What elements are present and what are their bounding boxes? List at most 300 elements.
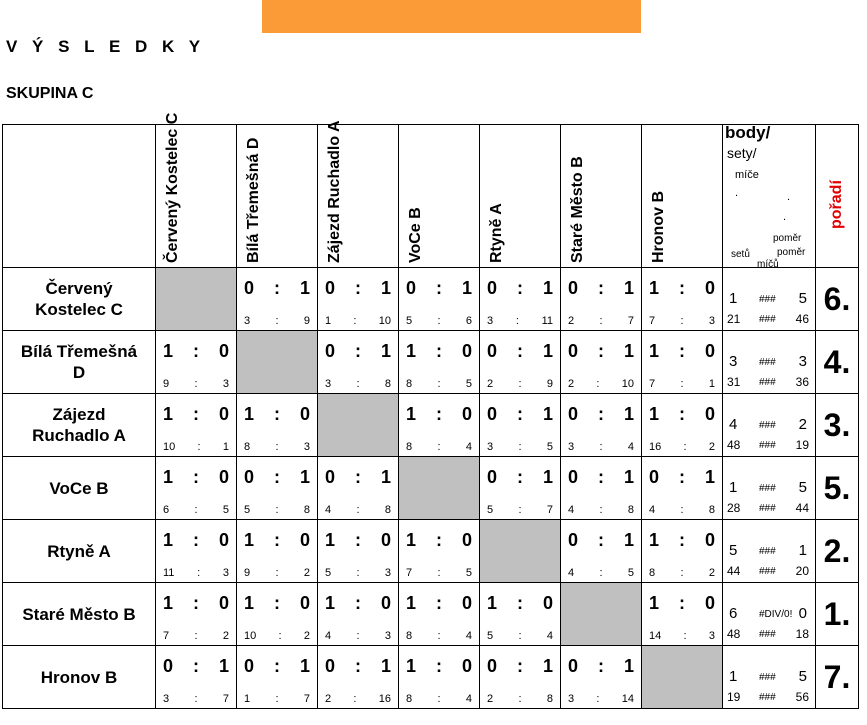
ratio-value: 5 [798,668,807,685]
sets-separator: : [518,378,522,390]
sets-away: 4 [627,441,634,453]
score-away: 0 [461,593,472,613]
score-home: 0 [568,404,579,424]
sets-home: 3 [244,315,251,327]
match-cell [399,646,480,709]
sets-won-value: 19 [727,690,741,704]
score-home: 0 [487,656,498,676]
set-score [163,441,229,453]
team-name [3,646,156,709]
sets-separator: : [518,441,522,453]
ratio-placeholder: ### [759,546,776,557]
sets-away: 3 [708,315,715,327]
table-row [3,394,859,457]
match-cell [399,520,480,583]
sets-separator: : [437,315,441,327]
sets-home: 7 [649,315,656,327]
score-away: 0 [218,404,229,424]
match-cell [237,520,318,583]
score-separator: : [598,341,604,361]
score-separator: : [436,530,442,550]
rank-value: 3. [816,394,859,457]
team-name-line: VoCe B [49,478,109,498]
score-separator: : [598,404,604,424]
sets-lost-value: 46 [795,312,809,326]
score-home: 0 [649,467,660,487]
column-header-label: Hronov B [650,191,667,263]
sets-lost-value: 19 [795,438,809,452]
score-away: 0 [704,278,715,298]
sets-home: 8 [649,567,656,579]
match-cell [561,331,642,394]
sets-away: 3 [303,441,310,453]
stats-cell [723,457,816,520]
sets-away: 5 [627,567,634,579]
ratio-value: 0 [798,605,807,622]
match-cell [237,394,318,457]
score-home: 1 [163,404,174,424]
team-name [3,583,156,646]
sets-separator: : [275,504,279,516]
match-score [325,530,391,551]
score-separator: : [679,593,685,613]
match-cell [156,457,237,520]
sets-separator: : [194,693,198,705]
sets-separator: : [353,693,357,705]
match-score [325,593,391,614]
sets-away: 5 [546,441,553,453]
sets-away: 4 [465,693,472,705]
ball-ratio-placeholder: ### [759,377,776,388]
sets-home: 9 [163,378,170,390]
score-home: 0 [163,656,174,676]
sets-separator: : [680,315,684,327]
score-away: 1 [542,341,553,361]
dot-2: . [787,191,791,203]
set-score [568,693,634,705]
set-score [568,441,634,453]
score-away: 1 [623,530,634,550]
match-score [649,530,715,551]
score-away: 0 [299,404,310,424]
match-cell [399,268,480,331]
score-away: 1 [623,656,634,676]
sets-separator: : [515,315,519,327]
pomer-label-1: poměr [773,233,802,244]
sets-away: 8 [384,504,391,516]
sets-separator: : [518,693,522,705]
sets-away: 2 [303,630,310,642]
score-home: 0 [487,341,498,361]
team-name [3,457,156,520]
sets-home: 8 [244,441,251,453]
match-cell [237,457,318,520]
sets-away: 9 [303,315,310,327]
rank-value: 6. [816,268,859,331]
points-value: 5 [729,542,738,559]
match-score [163,530,229,551]
match-score [325,278,391,299]
match-cell [480,457,561,520]
match-cell [399,331,480,394]
rank-value: 1. [816,583,859,646]
sets-home: 2 [325,693,332,705]
score-separator: : [436,656,442,676]
match-score [568,656,634,677]
set-score [568,378,634,390]
set-score [649,567,715,579]
sets-away: 5 [465,378,472,390]
column-header [480,125,561,268]
score-away: 0 [218,341,229,361]
self-match-cell [237,331,318,394]
score-away: 1 [623,467,634,487]
sets-separator: : [275,567,279,579]
match-score [487,341,553,362]
points-value: 1 [729,479,738,496]
sets-home: 5 [244,504,251,516]
sets-home: 4 [649,504,656,516]
sets-away: 7 [303,693,310,705]
score-separator: : [517,467,523,487]
match-cell [318,268,399,331]
sets-away: 3 [708,630,715,642]
score-home: 1 [325,530,336,550]
column-header-label: Staré Město B [569,156,586,263]
score-away: 0 [542,593,553,613]
set-score [487,441,553,453]
sets-won-value: 21 [727,312,741,326]
stats-cell [723,331,816,394]
sets-lost-value: 18 [795,627,809,641]
match-score [406,656,472,677]
score-home: 0 [325,341,336,361]
sets-home: 16 [649,441,662,453]
rank-value: 5. [816,457,859,520]
match-cell [318,520,399,583]
points-value: 1 [729,290,738,307]
table-row [3,520,859,583]
score-separator: : [517,278,523,298]
match-score [568,278,634,299]
score-separator: : [598,278,604,298]
score-separator: : [193,341,199,361]
mice-label: míče [735,169,759,181]
match-cell [156,646,237,709]
sets-home: 4 [568,567,575,579]
score-away: 0 [218,530,229,550]
score-home: 0 [244,656,255,676]
sets-away: 3 [384,630,391,642]
score-home: 1 [163,530,174,550]
ratio-value: 3 [798,353,807,370]
score-away: 1 [380,341,391,361]
set-score [244,567,310,579]
score-away: 0 [461,341,472,361]
ball-ratio-placeholder: ### [759,314,776,325]
set-score [325,378,391,390]
page-title: V Ý S L E D K Y [6,37,206,56]
sets-home: 4 [325,630,332,642]
ball-ratio-placeholder: ### [759,692,776,703]
sets-away: 3 [384,567,391,579]
score-away: 1 [704,467,715,487]
score-home: 1 [649,530,660,550]
table-row [3,583,859,646]
score-separator: : [436,341,442,361]
score-separator: : [274,404,280,424]
score-away: 0 [380,593,391,613]
score-home: 0 [244,467,255,487]
match-score [325,467,391,488]
match-score [487,656,553,677]
sets-home: 9 [244,567,251,579]
set-score [406,441,472,453]
sets-home: 3 [568,693,575,705]
sets-away: 11 [541,315,553,327]
sets-home: 8 [406,693,413,705]
sets-separator: : [356,378,360,390]
set-score [649,378,715,390]
score-home: 1 [406,593,417,613]
sets-away: 8 [384,378,391,390]
match-cell [642,583,723,646]
team-name [3,520,156,583]
set-score [163,378,229,390]
score-home: 0 [325,467,336,487]
sets-lost-value: 44 [795,501,809,515]
column-header-label: Zájezd Ruchadlo A [326,120,343,263]
stats-cell [723,520,816,583]
match-cell [561,394,642,457]
team-name-line: Ruchadlo A [32,426,126,445]
sets-home: 14 [649,630,662,642]
column-header-label: VoCe B [407,207,424,263]
match-score [325,341,391,362]
sets-separator: : [437,630,441,642]
score-home: 1 [649,593,660,613]
body-label: body/ [725,123,771,142]
score-away: 0 [461,404,472,424]
sets-away: 1 [708,378,715,390]
match-score [487,593,553,614]
score-separator: : [517,404,523,424]
score-home: 1 [406,341,417,361]
match-score [487,278,553,299]
sets-home: 3 [163,693,170,705]
team-name-line: Kostelec C [35,300,123,319]
match-cell [561,268,642,331]
score-separator: : [598,530,604,550]
column-header [318,120,399,268]
sets-home: 3 [487,315,494,327]
score-home: 1 [163,593,174,613]
sets-separator: : [680,567,684,579]
stats-header [723,125,816,268]
sets-away: 7 [627,315,634,327]
score-separator: : [193,656,199,676]
column-header [642,125,723,268]
match-score [244,278,310,299]
set-score [244,630,310,642]
set-score [163,630,229,642]
sets-away: 4 [465,441,472,453]
stats-cell [723,268,816,331]
set-score [325,315,391,327]
score-away: 0 [380,530,391,550]
rank-value: 7. [816,646,859,709]
sets-home: 7 [649,378,656,390]
match-cell [480,331,561,394]
score-home: 0 [568,530,579,550]
set-score [244,693,310,705]
score-separator: : [679,341,685,361]
score-away: 1 [380,656,391,676]
sets-separator: : [518,504,522,516]
match-cell [237,583,318,646]
ball-ratio-placeholder: ### [759,629,776,640]
score-away: 0 [461,656,472,676]
ratio-placeholder: ### [759,672,776,683]
ratio-value: 5 [798,290,807,307]
team-name-line: Bílá Třemešná [20,342,138,361]
sets-separator: : [194,504,198,516]
ratio-placeholder: ### [759,420,776,431]
sets-away: 8 [546,693,553,705]
self-match-cell [156,268,237,331]
score-separator: : [679,404,685,424]
sets-away: 4 [546,630,553,642]
score-separator: : [355,278,361,298]
score-separator: : [436,593,442,613]
team-name-line: Červený [45,279,113,298]
ratio-value: 2 [798,416,807,433]
sets-away: 5 [222,504,229,516]
score-home: 1 [406,530,417,550]
sets-separator: : [194,378,198,390]
score-away: 1 [299,467,310,487]
score-home: 1 [487,593,498,613]
sets-separator: : [197,441,201,453]
sets-won-value: 28 [727,501,741,515]
score-away: 0 [704,341,715,361]
ratio-placeholder: ### [759,483,776,494]
match-score [568,404,634,425]
ratio-placeholder: ### [759,294,776,305]
sets-separator: : [437,567,441,579]
match-score [568,467,634,488]
match-score [244,530,310,551]
score-separator: : [679,278,685,298]
score-separator: : [436,278,442,298]
score-away: 0 [218,593,229,613]
sets-separator: : [683,630,687,642]
set-score [325,504,391,516]
score-separator: : [355,341,361,361]
sets-away: 7 [546,504,553,516]
points-value: 1 [729,668,738,685]
sets-separator: : [278,630,282,642]
score-separator: : [355,593,361,613]
results-table [2,112,859,709]
sets-home: 2 [487,693,494,705]
sets-separator: : [437,693,441,705]
rank-value: 2. [816,520,859,583]
set-score [568,504,634,516]
sets-home: 8 [406,441,413,453]
sets-home: 10 [163,441,176,453]
points-value: 4 [729,416,738,433]
match-cell [318,646,399,709]
set-score [406,693,472,705]
ratio-value: 1 [798,542,807,559]
score-home: 0 [568,467,579,487]
set-score [406,378,472,390]
sets-separator: : [275,315,279,327]
score-away: 1 [542,278,553,298]
sets-separator: : [680,378,684,390]
set-score [649,504,715,516]
set-score [244,441,310,453]
match-cell [480,268,561,331]
points-value: 3 [729,353,738,370]
score-home: 1 [649,341,660,361]
sets-home: 6 [163,504,170,516]
score-away: 1 [542,404,553,424]
match-score [406,278,472,299]
match-score [406,530,472,551]
column-header [156,112,237,268]
score-away: 0 [299,530,310,550]
score-away: 0 [704,593,715,613]
score-separator: : [436,404,442,424]
match-cell [399,394,480,457]
sets-away: 8 [303,504,310,516]
sets-home: 3 [487,441,494,453]
match-score [163,404,229,425]
column-header [561,125,642,268]
sets-separator: : [275,693,279,705]
dot-1: . [735,187,739,199]
score-separator: : [355,467,361,487]
sets-home: 4 [568,504,575,516]
sets-away: 5 [465,567,472,579]
sets-separator: : [356,504,360,516]
score-separator: : [679,530,685,550]
setu-label: setů [731,249,750,260]
score-home: 1 [406,656,417,676]
match-cell [318,331,399,394]
sets-lost-value: 20 [795,564,809,578]
score-separator: : [193,404,199,424]
rank-value: 4. [816,331,859,394]
score-away: 1 [218,656,229,676]
sets-home: 4 [325,504,332,516]
sets-separator: : [596,378,600,390]
score-home: 0 [487,278,498,298]
set-score [325,630,391,642]
score-away: 0 [461,530,472,550]
sets-won-value: 48 [727,627,741,641]
score-separator: : [517,593,523,613]
match-cell [480,583,561,646]
sets-won-value: 48 [727,438,741,452]
sets-home: 8 [406,378,413,390]
match-cell [156,394,237,457]
sets-away: 2 [303,567,310,579]
score-separator: : [679,467,685,487]
corner-cell [3,125,156,268]
